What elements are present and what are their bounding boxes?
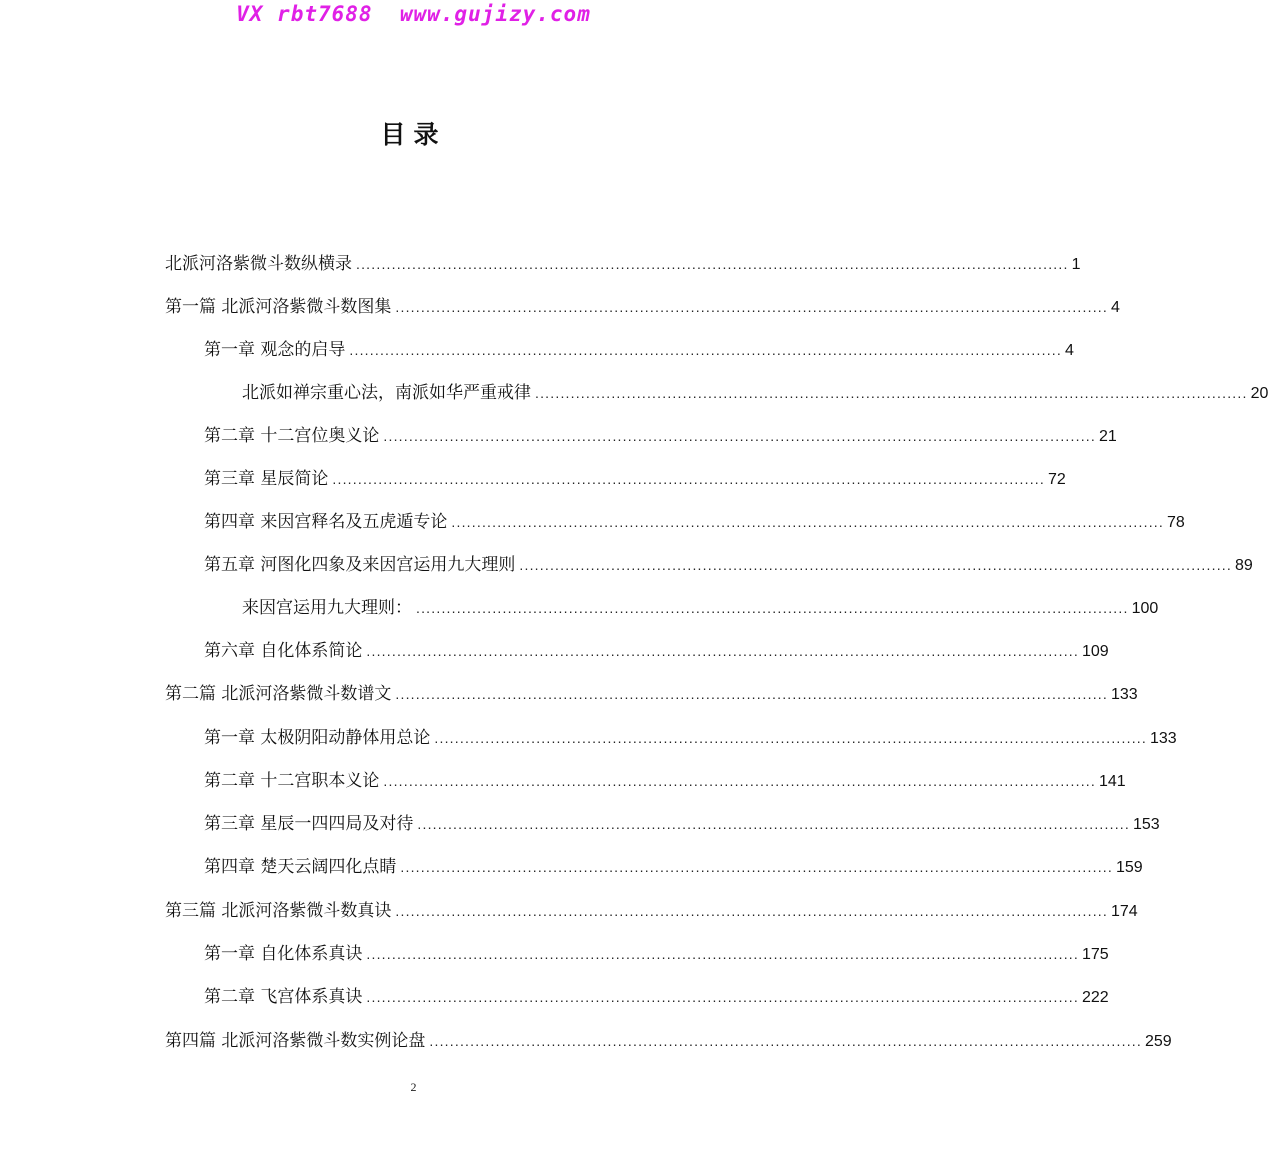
toc-entry[interactable] [242,372,1268,415]
watermark-text: VX rbt7688 www.gujizy.com [236,2,591,26]
toc-entry-title: 第二章 十二宫职本义论 [204,771,380,791]
toc-entry-page: 153 [1132,816,1160,833]
toc-entry-page: 89 [1234,557,1253,574]
toc-leader-dots: ............................................................................................................................................ [535,385,1248,401]
toc-entry-title: 第一章 观念的启导 [204,340,346,360]
toc-entry-page: 109 [1081,643,1109,660]
toc-entry[interactable] [204,933,1109,976]
toc-entry-page: 174 [1110,903,1138,920]
toc-entry-title: 第四章 来因宫释名及五虎遁专论 [204,512,448,532]
toc-entry-page: 4 [1064,342,1074,359]
toc-entry[interactable] [165,286,1120,329]
toc-entry[interactable] [242,587,1159,630]
toc-leader-dots: ............................................................................................................................................ [395,903,1108,919]
toc-entry-title: 北派河洛紫微斗数纵横录 [165,254,352,274]
toc-leader-dots: ............................................................................................................................................ [395,299,1108,315]
toc-entry[interactable] [204,760,1126,803]
toc-entry-page: 4 [1110,299,1120,316]
toc-leader-dots: ............................................................................................................................................ [356,256,1069,272]
toc-entry-page: 72 [1047,471,1066,488]
toc-entry-page: 133 [1110,686,1138,703]
toc-entry-title: 第一章 太极阴阳动静体用总论 [204,728,431,748]
toc-entry[interactable] [204,976,1109,1019]
toc-entry-title: 第二章 飞宫体系真诀 [204,987,363,1007]
toc-entry-page: 141 [1098,773,1126,790]
toc-entry-title: 第三篇 北派河洛紫微斗数真诀 [165,901,392,921]
toc-entry-title: 第一篇 北派河洛紫微斗数图集 [165,297,392,317]
toc-entry-page: 175 [1081,946,1109,963]
page-number: 2 [410,1080,417,1094]
toc-leader-dots: ............................................................................................................................................ [519,557,1232,573]
page-title: 目录 [380,120,447,149]
toc-entry[interactable] [204,630,1109,673]
toc-entry[interactable] [204,803,1160,846]
toc-entry[interactable] [204,544,1253,587]
toc-leader-dots: ............................................................................................................................................ [366,946,1079,962]
toc-leader-dots: ............................................................................................................................................ [366,643,1079,659]
toc-entry-page: 159 [1115,859,1143,876]
toc-entry-title: 第三章 星辰一四四局及对待 [204,814,414,834]
toc-leader-dots: ............................................................................................................................................ [434,730,1147,746]
toc-leader-dots: ............................................................................................................................................ [332,471,1045,487]
toc-leader-dots: ............................................................................................................................................ [400,859,1113,875]
toc-entry-page: 259 [1144,1033,1172,1050]
toc-leader-dots: ............................................................................................................................................ [349,342,1062,358]
toc-entry-page: 78 [1166,514,1185,531]
toc-entry[interactable] [204,501,1185,544]
toc-leader-dots: ............................................................................................................................................ [366,989,1079,1005]
toc-entry-title: 第四篇 北派河洛紫微斗数实例论盘 [165,1031,426,1051]
toc-entry-title: 第四章 楚天云阔四化点睛 [204,857,397,877]
toc-leader-dots: ............................................................................................................................................ [416,600,1129,616]
toc-entry-title: 北派如禅宗重心法，南派如华严重戒律 [242,383,531,403]
toc-leader-dots: ............................................................................................................................................ [383,428,1096,444]
toc-entry[interactable] [165,243,1081,286]
toc-entry[interactable] [165,890,1138,933]
toc-entry-page: 133 [1149,730,1177,747]
toc-entry-page: 100 [1131,600,1159,617]
toc-leader-dots: ............................................................................................................................................ [429,1033,1142,1049]
toc-entry-title: 第五章 河图化四象及来因宫运用九大理则 [204,555,516,575]
toc-entry[interactable] [204,415,1117,458]
toc-entry-title: 来因宫运用九大理则： [242,598,412,618]
toc-leader-dots: ............................................................................................................................................ [395,686,1108,702]
toc-entry-title: 第六章 自化体系简论 [204,641,363,661]
toc-entry[interactable] [204,458,1066,501]
toc-entry-page: 20 [1250,385,1268,402]
toc-entry[interactable] [165,673,1138,716]
toc-leader-dots: ............................................................................................................................................ [451,514,1164,530]
toc-entry-page: 21 [1098,428,1117,445]
toc-entry-page: 222 [1081,989,1109,1006]
toc-entry-title: 第三章 星辰简论 [204,469,329,489]
toc-leader-dots: ............................................................................................................................................ [383,773,1096,789]
toc-entry[interactable] [204,329,1074,372]
toc-entry[interactable] [165,1020,1172,1063]
toc-entry-page: 1 [1071,256,1081,273]
toc-entry-title: 第二章 十二宫位奥义论 [204,426,380,446]
toc-entry-title: 第二篇 北派河洛紫微斗数谱文 [165,684,392,704]
toc-entry[interactable] [204,846,1143,889]
toc-leader-dots: ............................................................................................................................................ [417,816,1130,832]
toc-entry[interactable] [204,717,1177,760]
toc-entry-title: 第一章 自化体系真诀 [204,944,363,964]
